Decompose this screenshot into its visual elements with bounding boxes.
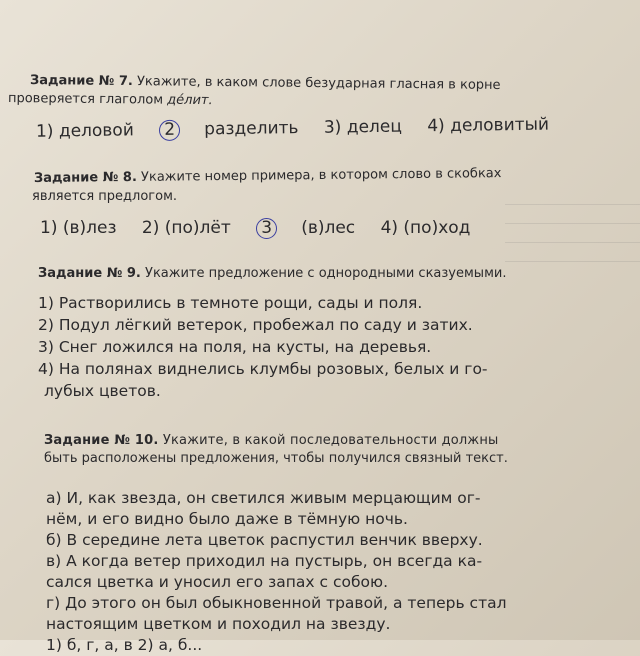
- task-7: [7, 72, 640, 109]
- task-9-heading: [38, 265, 640, 283]
- task-10-answers: 1) б, г, а, в 2) а, б...: [46, 636, 203, 654]
- task-10-sentence-v: в) А когда ветер приходил на пустырь, он всегда ка-: [46, 552, 483, 570]
- task-9-option-2: 2) Подул лёгкий ветерок, пробежал по саду и затих.: [38, 316, 473, 334]
- task-7-answer-2-circle: 2: [159, 120, 180, 141]
- task-9-question: Укажите предложение с однородными сказуемыми.: [145, 266, 507, 281]
- task-10-question-cont: быть расположены предложения, чтобы получился связный текст.: [44, 451, 508, 466]
- task-10-heading: [44, 432, 640, 450]
- task-7-answer-2-marker: [159, 119, 200, 141]
- task-8-answer-3-marker: [256, 218, 297, 239]
- task-8-answer-3-circle: 3: [256, 218, 277, 239]
- task-8-answers: [40, 218, 490, 239]
- task-7-answers: [36, 114, 569, 142]
- task-7-word: дéлит.: [167, 92, 213, 109]
- task-9-option-4-cont: лубых цветов.: [44, 382, 161, 400]
- task-8-answer-3: (в)лес: [301, 218, 356, 238]
- task-10-number: Задание № 10.: [44, 433, 159, 448]
- task-10-question: Укажите, в какой последовательности должны: [162, 433, 499, 448]
- task-8-answer-2: 2) (по)лёт: [141, 218, 231, 238]
- task-7-answer-1: 1) деловой: [35, 120, 134, 142]
- task-10: [44, 432, 640, 468]
- task-9-option-1: 1) Растворились в темноте рощи, сады и поля.: [38, 294, 423, 312]
- task-8-number: Задание № 8.: [33, 169, 137, 186]
- task-10-sentence-a-cont: нём, и его видно было даже в тёмную ночь.: [46, 510, 408, 528]
- task-7-answer-3: 3) делец: [323, 116, 403, 138]
- bleed-through-text: [505, 190, 640, 400]
- task-8-answer-1: 1) (в)лез: [40, 218, 117, 238]
- task-10-sentence-g-cont: настоящим цветком и походил на звезду.: [46, 615, 391, 633]
- task-9-option-4: 4) На полянах виднелись клумбы розовых, белых и го-: [38, 360, 488, 378]
- task-9-number: Задание № 9.: [38, 266, 141, 281]
- task-7-question-cont: проверяется глаголом: [7, 91, 164, 108]
- task-7-answer-4: 4) деловитый: [427, 114, 550, 137]
- task-9-options: [38, 292, 488, 402]
- task-7-question: Укажите, в каком слове безударная гласная в корне: [136, 74, 501, 93]
- task-10-sentences: [46, 488, 507, 656]
- task-10-sentence-g: г) До этого он был обыкновенной травой, а теперь стал: [46, 594, 507, 612]
- task-10-heading-line2: [44, 450, 640, 468]
- task-8-question-cont: является предлогом.: [32, 189, 178, 204]
- task-7-number: Задание № 7.: [29, 73, 133, 90]
- task-10-sentence-a: а) И, как звезда, он светился живым мерцающим ог-: [46, 489, 481, 507]
- task-7-answer-2: разделить: [204, 118, 299, 140]
- task-9-option-3: 3) Снег ложился на поля, на кусты, на деревья.: [38, 338, 432, 356]
- task-9: [38, 265, 640, 283]
- task-8-heading: [34, 164, 640, 188]
- task-8-question: Укажите номер примера, в котором слово в скобках: [140, 166, 502, 185]
- task-8-answer-4: 4) (по)ход: [380, 218, 471, 238]
- task-10-sentence-b: б) В середине лета цветок распустил венчик вверху.: [46, 531, 483, 549]
- task-10-sentence-v-cont: сался цветка и уносил его запах с собою.: [46, 573, 388, 591]
